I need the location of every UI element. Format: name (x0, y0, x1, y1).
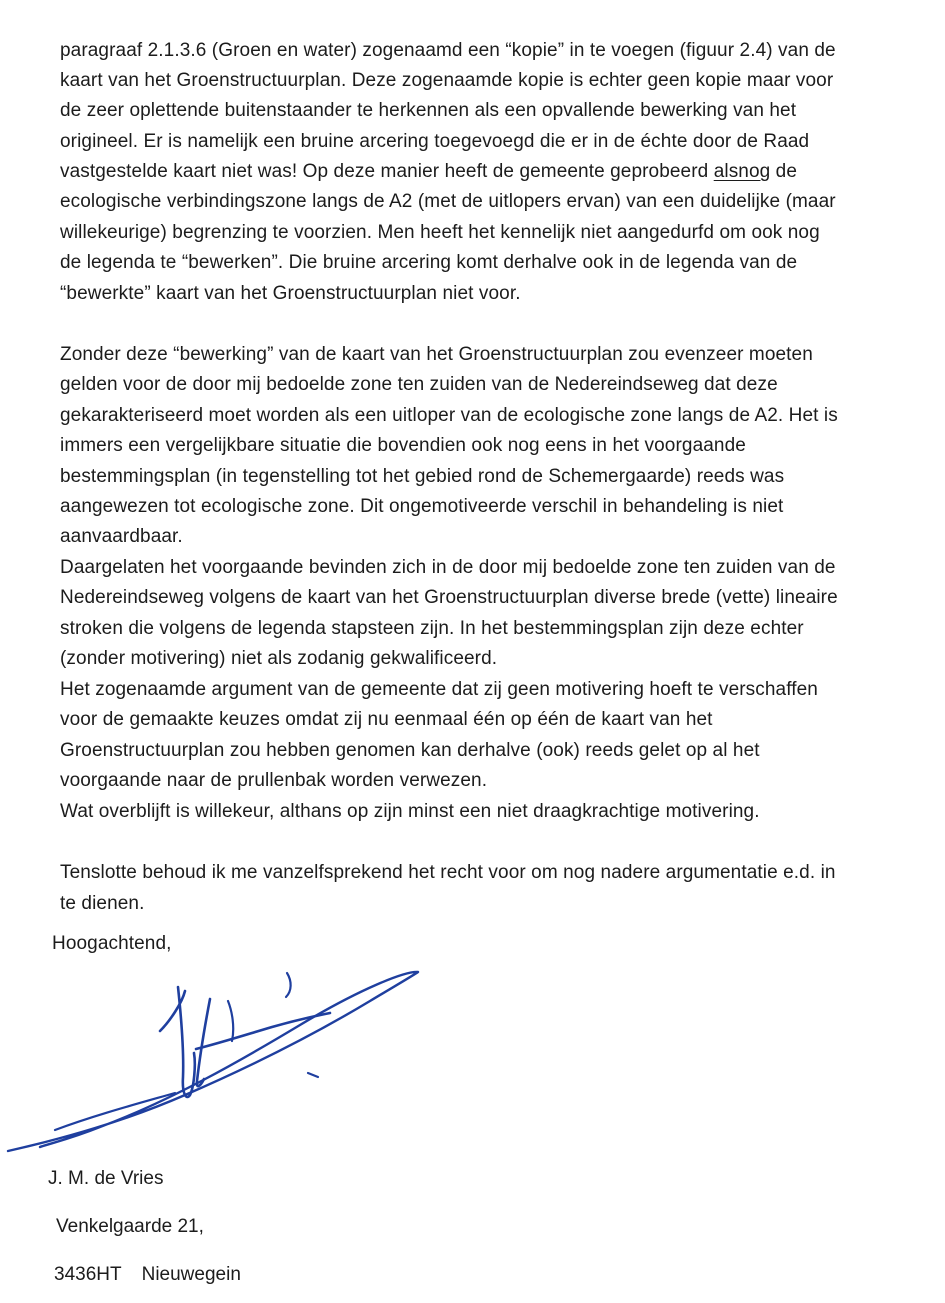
body-text-line (60, 157, 797, 187)
body-text-line: Daargelaten het voorgaande bevinden zich in de door mij bedoelde zone ten zuiden van de (60, 557, 836, 578)
body-text-line: Groenstructuurplan zou hebben genomen kan derhalve (ook) reeds gelet op al het (60, 740, 760, 761)
body-text-line: Tenslotte behoud ik me vanzelfsprekend het recht voor om nog nadere argumentatie e.d. in (60, 862, 836, 883)
body-text-line: “bewerkte” kaart van het Groenstructuurplan niet voor. (60, 283, 521, 304)
handwritten-signature (0, 955, 460, 1170)
body-text-line: te dienen. (60, 893, 145, 914)
body-text-line: immers een vergelijkbare situatie die bovendien ook nog eens in het voorgaande (60, 435, 746, 456)
body-text-line: Het zogenaamde argument van de gemeente dat zij geen motivering hoeft te verschaffen (60, 679, 818, 700)
body-text-line: origineel. Er is namelijk een bruine arcering toegevoegd die er in de échte door de Raad (60, 131, 810, 152)
closing-salutation: Hoogachtend, (52, 933, 172, 954)
body-text-line: Wat overblijft is willekeur, althans op zijn minst een niet draagkrachtige motivering. (60, 801, 760, 822)
signature-stroke (197, 999, 210, 1086)
signature-stroke (308, 1073, 318, 1077)
body-text-line: voor de gemaakte keuzes omdat zij nu eenmaal één op één de kaart van het (60, 709, 713, 730)
body-text-segment: vastgestelde kaart niet was! Op deze manier heeft de gemeente geprobeerd (60, 161, 714, 182)
body-text-line: voorgaande naar de prullenbak worden verwezen. (60, 770, 488, 791)
sender-name: J. M. de Vries (48, 1168, 164, 1189)
body-text-line: de legenda te “bewerken”. Die bruine arcering komt derhalve ook in de legenda van de (60, 252, 798, 273)
signature-stroke (196, 1013, 330, 1049)
body-text-line: kaart van het Groenstructuurplan. Deze zogenaamde kopie is echter geen kopie maar voor (60, 70, 834, 91)
sender-postcode: 3436HT (54, 1264, 122, 1285)
signature-stroke (286, 973, 291, 997)
body-text-line: gelden voor de door mij bedoelde zone ten zuiden van de Nedereindseweg dat deze (60, 374, 778, 395)
body-text-line: gekarakteriseerd moet worden als een uitloper van de ecologische zone langs de A2. Het is (60, 405, 838, 426)
sender-street: Venkelgaarde 21, (56, 1216, 204, 1237)
sender-city: Nieuwegein (141, 1264, 241, 1285)
body-text-line: aangewezen tot ecologische zone. Dit ongemotiveerde verschil in behandeling is niet (60, 496, 784, 517)
body-text-line: (zonder motivering) niet als zodanig gekwalificeerd. (60, 648, 498, 669)
body-text-line: Nedereindseweg volgens de kaart van het Groenstructuurplan diverse brede (vette) lineaire (60, 587, 838, 608)
body-text-line: ecologische verbindingszone langs de A2 (met de uitlopers ervan) van een duidelijke (maar (60, 191, 836, 212)
body-text-line: willekeurige) begrenzing te voorzien. Men heeft het kennelijk niet aangedurfd om ook nog (60, 222, 820, 243)
body-text-line: aanvaardbaar. (60, 526, 183, 547)
signature-stroke (228, 1001, 233, 1041)
body-text-line: stroken die volgens de legenda stapsteen zijn. In het bestemmingsplan zijn deze echter (60, 618, 804, 639)
signature-stroke (55, 1093, 175, 1130)
underlined-word: alsnog (713, 161, 771, 182)
body-text-line: de zeer oplettende buitenstaander te herkennen als een opvallende bewerking van het (60, 100, 797, 121)
body-text-segment: de (770, 161, 798, 182)
sender-postcode-city (54, 1260, 241, 1290)
body-text-line: bestemmingsplan (in tegenstelling tot het gebied rond de Schemergaarde) reeds was (60, 466, 785, 487)
body-text-line: Zonder deze “bewerking” van de kaart van het Groenstructuurplan zou evenzeer moeten (60, 344, 813, 365)
body-text-line: paragraaf 2.1.3.6 (Groen en water) zogenaamd een “kopie” in te voegen (figuur 2.4) van de (60, 40, 836, 61)
